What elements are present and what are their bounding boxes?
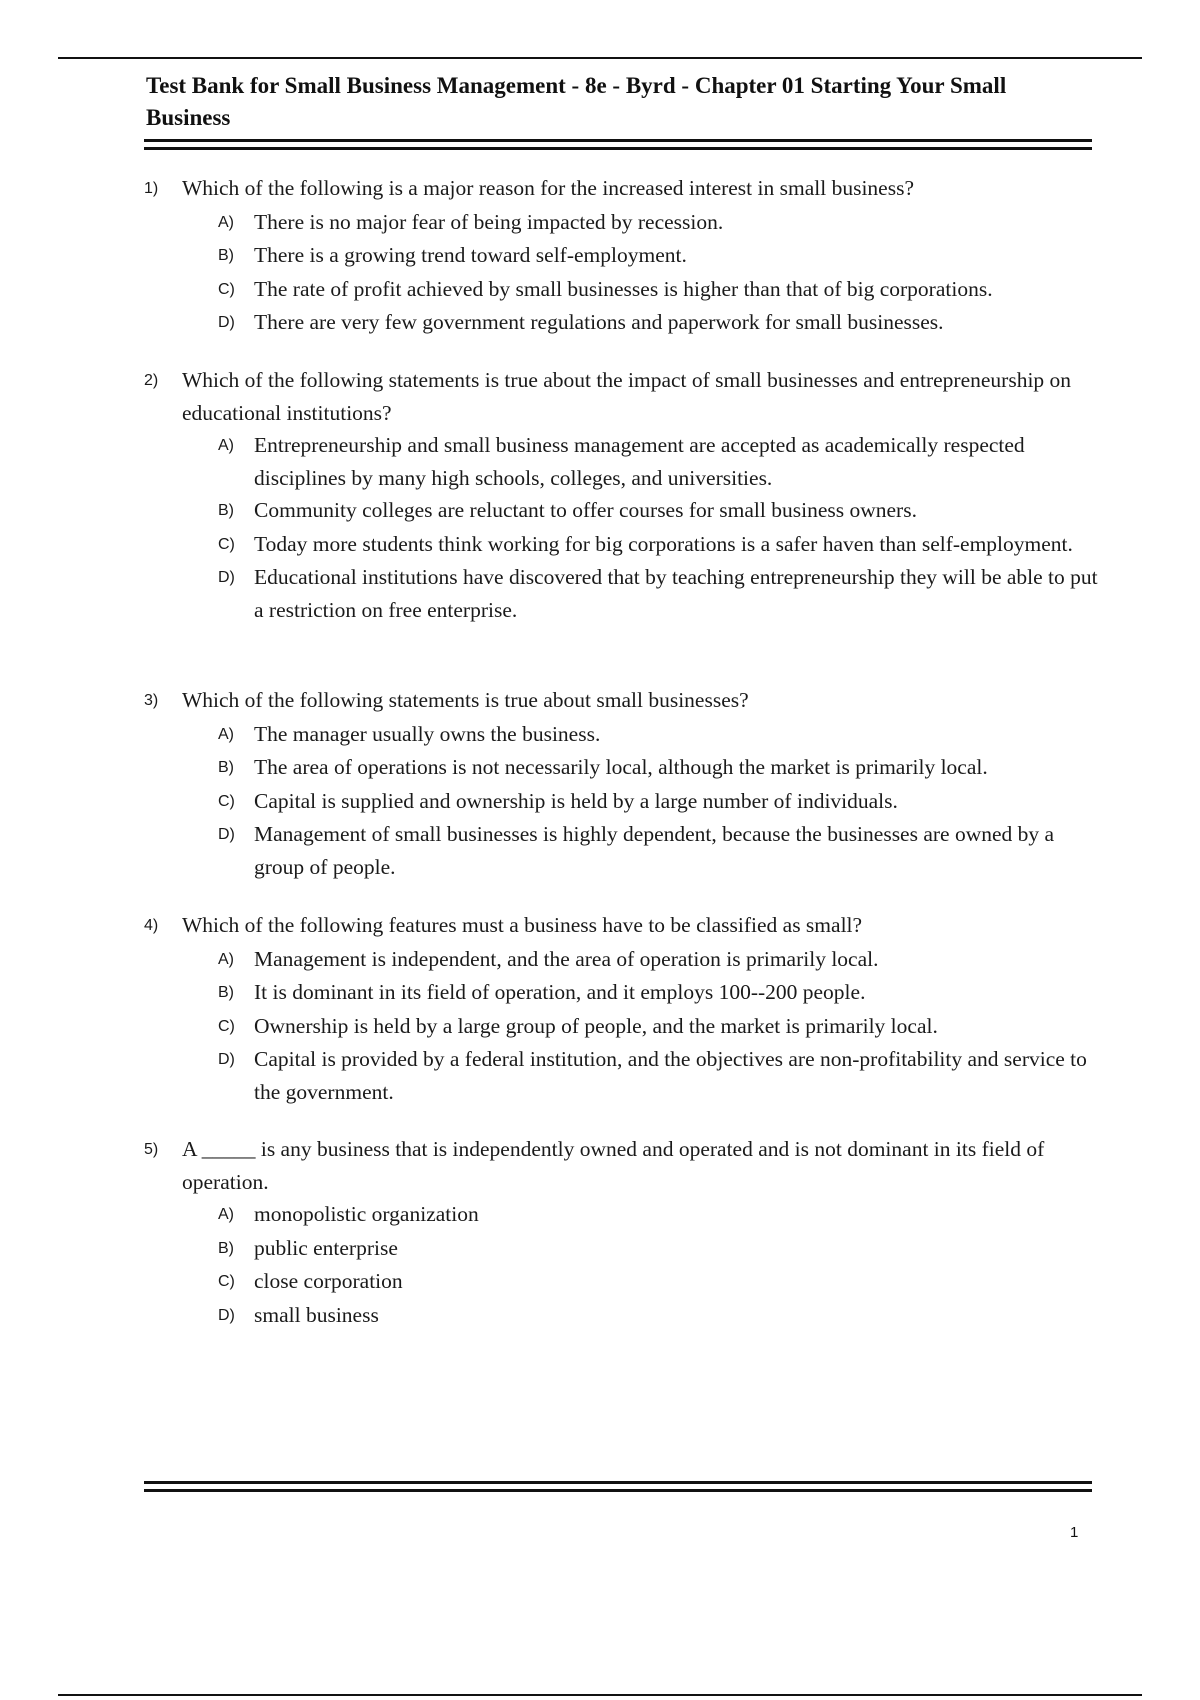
option-a	[218, 943, 1104, 977]
option-d	[218, 1043, 1104, 1108]
question-5	[144, 1133, 1104, 1332]
option-letter: B)	[218, 759, 234, 776]
option-a	[218, 718, 1104, 752]
option-text: There is a growing trend toward self-employment.	[254, 243, 687, 267]
option-b	[218, 1232, 1104, 1266]
option-text: Management of small businesses is highly dependent, because the businesses are owned by a group of people.	[254, 822, 1055, 879]
question-number: 1)	[144, 180, 159, 197]
question-4	[144, 909, 1104, 1108]
question-2	[144, 364, 1104, 626]
option-text: There are very few government regulations and paperwork for small businesses.	[254, 310, 944, 334]
option-text: close corporation	[254, 1269, 403, 1293]
option-a	[218, 429, 1104, 494]
option-text: Management is independent, and the area of operation is primarily local.	[254, 946, 879, 971]
option-text: There is no major fear of being impacted by recession.	[254, 209, 724, 234]
option-text: small business	[254, 1302, 379, 1327]
question-number: 3)	[144, 692, 159, 709]
option-letter: D)	[218, 569, 235, 586]
option-letter: A)	[218, 437, 234, 454]
option-c	[218, 1265, 1104, 1299]
option-text: Ownership is held by a large group of people, and the market is primarily local.	[254, 1013, 938, 1038]
answer-options	[218, 943, 1104, 1109]
question-text: Which of the following statements is true about the impact of small businesses and entrepreneurship on educational institutions?	[182, 368, 1072, 425]
question-3	[144, 684, 1104, 883]
option-letter: D)	[218, 314, 235, 331]
option-d	[218, 818, 1104, 883]
option-c	[218, 785, 1104, 819]
option-text: public enterprise	[254, 1235, 398, 1260]
question-1	[144, 172, 1104, 340]
question-text: A _____ is any business that is independently owned and operated and is not dominant in its field of operation.	[182, 1137, 1045, 1194]
option-letter: C)	[218, 535, 235, 553]
option-letter: C)	[218, 792, 235, 810]
option-d	[218, 1299, 1104, 1333]
option-letter: B)	[218, 1239, 234, 1257]
answer-options	[218, 429, 1104, 626]
option-b	[218, 751, 1104, 785]
option-c	[218, 1010, 1104, 1044]
question-number: 4)	[144, 917, 159, 934]
page-number: 1	[1070, 1524, 1079, 1541]
option-text: The manager usually owns the business.	[254, 721, 601, 746]
option-c	[218, 528, 1104, 562]
question-number: 5)	[144, 1141, 159, 1158]
page-top-rule	[58, 57, 1142, 59]
question-text: Which of the following features must a business have to be classified as small?	[182, 913, 863, 937]
option-letter: D)	[218, 1306, 235, 1324]
document-title: Test Bank for Small Business Management - 8e - Byrd - Chapter 01 Starting Your Small Business	[146, 73, 1007, 130]
option-b	[218, 239, 1104, 273]
option-letter: A)	[218, 1206, 234, 1223]
option-letter: A)	[218, 950, 234, 968]
option-letter: A)	[218, 725, 234, 743]
answer-options	[218, 1198, 1104, 1332]
option-text: Capital is provided by a federal institution, and the objectives are non-profitability and service to the government.	[254, 1047, 1087, 1104]
option-b	[218, 976, 1104, 1010]
option-text: The rate of profit achieved by small businesses is higher than that of big corporations.	[254, 276, 993, 301]
option-a	[218, 206, 1104, 240]
header-double-rule	[144, 139, 1092, 150]
option-text: Community colleges are reluctant to offer courses for small business owners.	[254, 498, 917, 522]
page-bottom-rule	[58, 1694, 1142, 1696]
question-text: Which of the following is a major reason for the increased interest in small business?	[182, 176, 914, 200]
question-text: Which of the following statements is true about small businesses?	[182, 688, 749, 712]
option-letter: C)	[218, 280, 235, 298]
option-d	[218, 306, 1104, 340]
option-text: Educational institutions have discovered that by teaching entrepreneurship they will be able to put a restriction on free enterprise.	[254, 565, 1098, 622]
option-text: Capital is supplied and ownership is held by a large number of individuals.	[254, 788, 898, 813]
option-letter: B)	[218, 502, 234, 519]
option-text: monopolistic organization	[254, 1202, 479, 1226]
option-text: Entrepreneurship and small business management are accepted as academically respected disciplines by many high schools, colleges, and universities.	[254, 433, 1025, 490]
option-letter: B)	[218, 984, 234, 1001]
option-text: Today more students think working for big corporations is a safer haven than self-employment.	[254, 531, 1073, 556]
option-b	[218, 494, 1104, 528]
option-letter: D)	[218, 826, 235, 843]
option-letter: C)	[218, 1017, 235, 1035]
option-letter: B)	[218, 247, 234, 264]
question-number: 2)	[144, 372, 159, 389]
answer-options	[218, 718, 1104, 884]
option-text: It is dominant in its field of operation, and it employs 100--200 people.	[254, 980, 866, 1004]
option-c	[218, 273, 1104, 307]
option-text: The area of operations is not necessarily local, although the market is primarily local.	[254, 755, 988, 779]
option-a	[218, 1198, 1104, 1232]
option-letter: C)	[218, 1273, 235, 1290]
option-letter: D)	[218, 1051, 235, 1068]
option-d	[218, 561, 1104, 626]
footer-double-rule	[144, 1481, 1092, 1492]
answer-options	[218, 206, 1104, 340]
option-letter: A)	[218, 213, 234, 231]
